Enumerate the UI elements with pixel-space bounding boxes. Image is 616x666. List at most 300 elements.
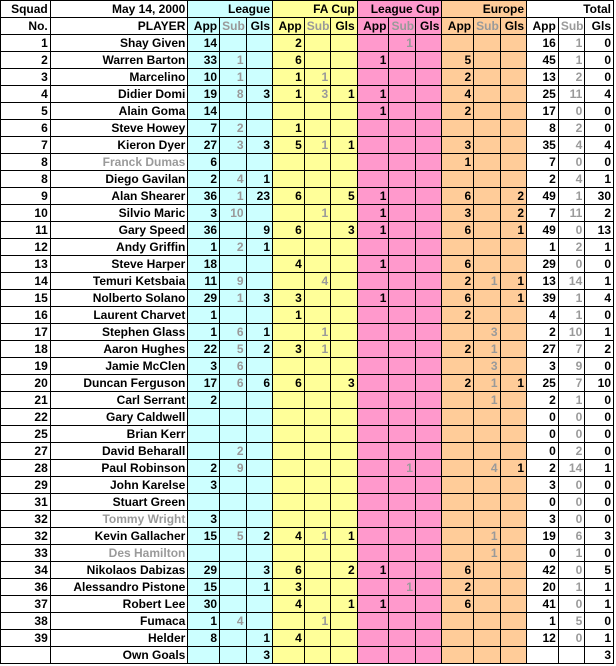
squad-number-cell: 4 — [1, 86, 51, 103]
fa-gls-cell — [331, 256, 357, 273]
eu-sub-cell — [474, 137, 500, 154]
eu-gls-cell — [500, 494, 526, 511]
fa-gls-cell — [331, 171, 357, 188]
fa-app-cell: 6 — [273, 562, 305, 579]
eu-gls-cell — [500, 545, 526, 562]
lc-gls-cell — [415, 35, 441, 52]
lc-gls-cell — [415, 120, 441, 137]
total-app-cell: 8 — [527, 120, 559, 137]
fa-app-cell — [273, 205, 305, 222]
fa-app-cell: 1 — [273, 120, 305, 137]
lc-gls-cell — [415, 647, 441, 664]
player-name-cell: Paul Robinson — [50, 460, 188, 477]
league-app-cell — [188, 443, 220, 460]
league-gls-cell: 1 — [246, 630, 272, 647]
lc-gls-cell — [415, 188, 441, 205]
league-sub-cell — [220, 647, 246, 664]
fa-app-cell — [273, 171, 305, 188]
total-app-cell: 7 — [527, 205, 559, 222]
league-sub-cell: 2 — [220, 239, 246, 256]
eu-gls-cell — [500, 579, 526, 596]
league-sub-cell: 5 — [220, 341, 246, 358]
squad-number-cell: 39 — [1, 630, 51, 647]
league-sub-cell — [220, 630, 246, 647]
eu-app-cell — [442, 443, 474, 460]
player-name-cell: Steve Harper — [50, 256, 188, 273]
squad-number-cell: 10 — [1, 205, 51, 222]
eu-sub-cell — [474, 188, 500, 205]
fa-sub-cell: 4 — [304, 273, 330, 290]
fa-app-cell — [273, 154, 305, 171]
lc-sub-cell — [389, 120, 415, 137]
fa-gls-cell — [331, 69, 357, 86]
lc-app-cell: 1 — [357, 256, 389, 273]
table-row — [1, 528, 614, 545]
lc-gls-cell — [415, 613, 441, 630]
header-row-columns — [1, 18, 614, 35]
eu-app-cell — [442, 358, 474, 375]
lc-sub-cell: 1 — [389, 35, 415, 52]
total-app-header: App — [527, 18, 559, 35]
player-name-cell: Jamie McClen — [50, 358, 188, 375]
player-name-cell: John Karelse — [50, 477, 188, 494]
lc-sub-header: Sub — [389, 18, 415, 35]
eu-app-cell: 3 — [442, 137, 474, 154]
lc-sub-cell — [389, 494, 415, 511]
table-row — [1, 324, 614, 341]
fa-app-cell: 1 — [273, 69, 305, 86]
fa-sub-cell — [304, 426, 330, 443]
fa-sub-cell — [304, 171, 330, 188]
league-sub-cell — [220, 596, 246, 613]
total-app-cell: 41 — [527, 596, 559, 613]
fa-gls-cell — [331, 290, 357, 307]
player-name-cell: Kevin Gallacher — [50, 528, 188, 545]
league-app-cell: 3 — [188, 205, 220, 222]
fa-gls-cell: 1 — [331, 596, 357, 613]
eu-app-cell: 6 — [442, 256, 474, 273]
fa-sub-cell: 1 — [304, 528, 330, 545]
player-name-cell: Temuri Ketsbaia — [50, 273, 188, 290]
league-app-cell — [188, 494, 220, 511]
league-sub-cell: 1 — [220, 290, 246, 307]
fa-sub-cell — [304, 545, 330, 562]
eu-sub-cell: 1 — [474, 273, 500, 290]
league-app-cell: 36 — [188, 222, 220, 239]
fa-gls-cell — [331, 494, 357, 511]
total-app-cell: 0 — [527, 545, 559, 562]
fa-app-cell: 5 — [273, 137, 305, 154]
total-app-cell: 3 — [527, 477, 559, 494]
eu-sub-cell: 3 — [474, 324, 500, 341]
fa-app-cell — [273, 358, 305, 375]
lc-gls-cell — [415, 460, 441, 477]
fa-gls-cell: 1 — [331, 137, 357, 154]
fa-sub-cell: 1 — [304, 341, 330, 358]
eu-app-cell — [442, 494, 474, 511]
league-app-cell: 3 — [188, 358, 220, 375]
fa-gls-cell — [331, 341, 357, 358]
total-app-cell: 2 — [527, 460, 559, 477]
league-gls-cell — [246, 460, 272, 477]
fa-sub-cell: 3 — [304, 86, 330, 103]
squad-number-cell: 12 — [1, 239, 51, 256]
league-sub-cell — [220, 392, 246, 409]
eu-gls-cell: 2 — [500, 205, 526, 222]
table-row — [1, 239, 614, 256]
lc-app-cell: 1 — [357, 52, 389, 69]
squad-number-cell: 7 — [1, 137, 51, 154]
total-sub-cell: 14 — [558, 273, 584, 290]
league-gls-cell: 1 — [246, 171, 272, 188]
league-gls-cell: 1 — [246, 239, 272, 256]
fa-gls-cell — [331, 392, 357, 409]
player-name-cell: Nikolaos Dabizas — [50, 562, 188, 579]
fa-gls-cell — [331, 460, 357, 477]
league-app-cell: 29 — [188, 290, 220, 307]
lc-app-cell: 1 — [357, 562, 389, 579]
fa-sub-cell: 1 — [304, 205, 330, 222]
eu-app-cell: 2 — [442, 273, 474, 290]
fa-app-cell: 6 — [273, 188, 305, 205]
total-sub-cell: 0 — [558, 426, 584, 443]
table-row — [1, 494, 614, 511]
eu-sub-cell — [474, 103, 500, 120]
lc-sub-cell — [389, 562, 415, 579]
fa-app-cell: 1 — [273, 86, 305, 103]
squad-number-cell: 29 — [1, 477, 51, 494]
lc-sub-cell — [389, 290, 415, 307]
lc-app-cell — [357, 392, 389, 409]
total-sub-cell: 0 — [558, 222, 584, 239]
eu-gls-header: Gls — [500, 18, 526, 35]
total-app-cell: 12 — [527, 630, 559, 647]
lc-gls-header: Gls — [415, 18, 441, 35]
fa-gls-cell — [331, 103, 357, 120]
squad-number-cell: 17 — [1, 324, 51, 341]
squad-number-cell: 37 — [1, 596, 51, 613]
fa-sub-cell — [304, 375, 330, 392]
lc-sub-cell — [389, 647, 415, 664]
lc-sub-cell — [389, 426, 415, 443]
eu-sub-cell: 1 — [474, 375, 500, 392]
league-sub-cell: 10 — [220, 205, 246, 222]
squad-number-cell: 31 — [1, 494, 51, 511]
eu-sub-header: Sub — [474, 18, 500, 35]
fa-app-cell: 4 — [273, 630, 305, 647]
player-name-cell: Andy Griffin — [50, 239, 188, 256]
eu-app-cell — [442, 613, 474, 630]
lc-gls-cell — [415, 358, 441, 375]
table-row — [1, 171, 614, 188]
league-gls-cell — [246, 256, 272, 273]
total-gls-cell: 0 — [585, 154, 614, 171]
player-name-cell: Own Goals — [50, 647, 188, 664]
league-gls-cell: 6 — [246, 375, 272, 392]
lc-gls-cell — [415, 630, 441, 647]
total-gls-cell: 0 — [585, 494, 614, 511]
lc-app-cell — [357, 647, 389, 664]
squad-number-cell: 1 — [1, 35, 51, 52]
total-gls-cell: 4 — [585, 137, 614, 154]
player-name-cell: Gary Speed — [50, 222, 188, 239]
eu-sub-cell — [474, 239, 500, 256]
table-row — [1, 647, 614, 664]
fa-app-cell — [273, 239, 305, 256]
league-gls-cell: 3 — [246, 137, 272, 154]
total-sub-cell: 2 — [558, 120, 584, 137]
league-sub-cell — [220, 511, 246, 528]
player-name-cell: Didier Domi — [50, 86, 188, 103]
eu-app-cell — [442, 528, 474, 545]
squad-number-cell: 5 — [1, 103, 51, 120]
fa-app-cell: 3 — [273, 290, 305, 307]
league-app-cell: 27 — [188, 137, 220, 154]
league-app-cell — [188, 647, 220, 664]
league-gls-cell — [246, 307, 272, 324]
total-app-cell: 0 — [527, 494, 559, 511]
table-row — [1, 154, 614, 171]
eu-sub-cell — [474, 290, 500, 307]
league-app-cell: 36 — [188, 188, 220, 205]
league-gls-cell — [246, 52, 272, 69]
eu-sub-cell — [474, 477, 500, 494]
league-app-cell: 30 — [188, 596, 220, 613]
eu-sub-cell — [474, 613, 500, 630]
lc-app-cell — [357, 494, 389, 511]
fa-app-cell — [273, 409, 305, 426]
fa-gls-cell — [331, 120, 357, 137]
eu-gls-cell — [500, 596, 526, 613]
eu-gls-cell — [500, 324, 526, 341]
total-gls-cell: 0 — [585, 511, 614, 528]
eu-gls-cell — [500, 103, 526, 120]
eu-app-cell: 4 — [442, 86, 474, 103]
squad-number-cell: 33 — [1, 545, 51, 562]
league-gls-cell — [246, 154, 272, 171]
table-row — [1, 460, 614, 477]
eu-sub-cell — [474, 205, 500, 222]
fa-app-cell — [273, 494, 305, 511]
total-sub-cell: 1 — [558, 290, 584, 307]
league-app-cell: 8 — [188, 630, 220, 647]
table-row — [1, 52, 614, 69]
total-app-cell: 49 — [527, 188, 559, 205]
total-gls-cell: 1 — [585, 596, 614, 613]
eu-app-cell: 6 — [442, 290, 474, 307]
fa-sub-cell: 1 — [304, 137, 330, 154]
fa-app-cell: 4 — [273, 528, 305, 545]
table-row — [1, 137, 614, 154]
league-group-header: League — [188, 1, 273, 18]
total-sub-cell: 1 — [558, 188, 584, 205]
table-row — [1, 613, 614, 630]
league-sub-cell — [220, 154, 246, 171]
total-app-cell: 39 — [527, 290, 559, 307]
lc-sub-cell — [389, 613, 415, 630]
eu-app-cell — [442, 647, 474, 664]
fa-app-cell: 6 — [273, 222, 305, 239]
eu-sub-cell — [474, 494, 500, 511]
europe-group-header: Europe — [442, 1, 527, 18]
player-name-cell: Laurent Charvet — [50, 307, 188, 324]
league-app-cell: 15 — [188, 528, 220, 545]
total-gls-cell: 30 — [585, 188, 614, 205]
eu-gls-cell — [500, 52, 526, 69]
squad-number-cell: 13 — [1, 256, 51, 273]
table-header — [1, 1, 614, 35]
fa-app-cell — [273, 545, 305, 562]
league-app-cell: 2 — [188, 460, 220, 477]
league-gls-cell: 3 — [246, 290, 272, 307]
fa-cup-group-header: FA Cup — [273, 1, 358, 18]
lc-gls-cell — [415, 477, 441, 494]
fa-gls-cell: 3 — [331, 375, 357, 392]
league-gls-cell — [246, 494, 272, 511]
eu-sub-cell: 4 — [474, 460, 500, 477]
league-app-cell: 7 — [188, 120, 220, 137]
lc-gls-cell — [415, 528, 441, 545]
fa-app-cell: 4 — [273, 596, 305, 613]
league-app-cell: 3 — [188, 477, 220, 494]
squad-number-cell: 11 — [1, 222, 51, 239]
player-header: PLAYER — [50, 18, 188, 35]
fa-app-cell: 2 — [273, 35, 305, 52]
table-row — [1, 630, 614, 647]
table-row — [1, 358, 614, 375]
eu-app-cell — [442, 239, 474, 256]
squad-number-cell: 19 — [1, 358, 51, 375]
eu-gls-cell — [500, 392, 526, 409]
league-sub-cell: 1 — [220, 52, 246, 69]
eu-sub-cell — [474, 35, 500, 52]
total-gls-cell: 0 — [585, 477, 614, 494]
lc-app-cell — [357, 171, 389, 188]
league-sub-cell — [220, 35, 246, 52]
fa-gls-cell — [331, 205, 357, 222]
lc-sub-cell — [389, 222, 415, 239]
league-app-cell: 1 — [188, 307, 220, 324]
league-cup-group-header: League Cup — [357, 1, 442, 18]
fa-app-cell — [273, 613, 305, 630]
fa-gls-cell — [331, 273, 357, 290]
eu-sub-cell — [474, 222, 500, 239]
fa-gls-cell: 5 — [331, 188, 357, 205]
eu-gls-cell: 1 — [500, 273, 526, 290]
table-row — [1, 562, 614, 579]
lc-app-cell — [357, 307, 389, 324]
lc-sub-cell — [389, 86, 415, 103]
total-sub-cell: 1 — [558, 392, 584, 409]
league-gls-cell — [246, 103, 272, 120]
total-gls-cell: 10 — [585, 375, 614, 392]
table-row — [1, 69, 614, 86]
league-gls-cell — [246, 426, 272, 443]
total-gls-cell: 1 — [585, 324, 614, 341]
total-sub-cell: 0 — [558, 596, 584, 613]
eu-app-cell — [442, 324, 474, 341]
fa-gls-cell — [331, 579, 357, 596]
fa-gls-cell — [331, 647, 357, 664]
squad-number-cell: 20 — [1, 375, 51, 392]
fa-gls-cell — [331, 307, 357, 324]
eu-app-cell — [442, 120, 474, 137]
lc-app-cell — [357, 528, 389, 545]
total-app-cell: 0 — [527, 409, 559, 426]
lc-sub-cell — [389, 375, 415, 392]
eu-app-cell: 6 — [442, 188, 474, 205]
fa-sub-cell — [304, 630, 330, 647]
eu-sub-cell — [474, 562, 500, 579]
total-app-cell: 16 — [527, 35, 559, 52]
eu-app-cell: 2 — [442, 69, 474, 86]
fa-gls-cell — [331, 426, 357, 443]
squad-number-cell: 21 — [1, 392, 51, 409]
lc-sub-cell — [389, 103, 415, 120]
squad-header: Squad — [1, 1, 51, 18]
eu-sub-cell — [474, 426, 500, 443]
eu-app-header: App — [442, 18, 474, 35]
fa-app-cell: 6 — [273, 52, 305, 69]
eu-gls-cell — [500, 35, 526, 52]
league-sub-cell: 5 — [220, 528, 246, 545]
lc-gls-cell — [415, 392, 441, 409]
total-app-cell: 2 — [527, 392, 559, 409]
table-row — [1, 426, 614, 443]
fa-sub-cell — [304, 596, 330, 613]
fa-app-cell — [273, 647, 305, 664]
player-name-cell: Gary Caldwell — [50, 409, 188, 426]
lc-sub-cell — [389, 545, 415, 562]
table-row — [1, 341, 614, 358]
player-name-cell: Silvio Maric — [50, 205, 188, 222]
lc-app-cell — [357, 324, 389, 341]
eu-gls-cell — [500, 409, 526, 426]
table-row — [1, 273, 614, 290]
player-name-cell: Helder — [50, 630, 188, 647]
squad-number-cell: 28 — [1, 460, 51, 477]
league-app-cell: 18 — [188, 256, 220, 273]
eu-sub-cell: 1 — [474, 545, 500, 562]
total-app-cell: 0 — [527, 443, 559, 460]
fa-app-cell — [273, 460, 305, 477]
lc-sub-cell — [389, 409, 415, 426]
total-gls-cell: 0 — [585, 52, 614, 69]
eu-app-cell: 3 — [442, 205, 474, 222]
league-gls-cell — [246, 205, 272, 222]
total-sub-cell: 0 — [558, 256, 584, 273]
league-sub-cell — [220, 494, 246, 511]
lc-app-cell — [357, 358, 389, 375]
eu-app-cell: 2 — [442, 375, 474, 392]
eu-gls-cell — [500, 562, 526, 579]
lc-app-cell — [357, 137, 389, 154]
fa-sub-cell — [304, 290, 330, 307]
league-app-cell: 19 — [188, 86, 220, 103]
lc-gls-cell — [415, 69, 441, 86]
fa-gls-cell — [331, 545, 357, 562]
fa-app-cell: 4 — [273, 256, 305, 273]
eu-sub-cell: 1 — [474, 392, 500, 409]
fa-app-cell — [273, 477, 305, 494]
squad-number-cell: 2 — [1, 52, 51, 69]
table-row — [1, 188, 614, 205]
total-gls-cell: 4 — [585, 86, 614, 103]
league-sub-cell — [220, 545, 246, 562]
total-app-cell: 27 — [527, 341, 559, 358]
league-app-cell: 1 — [188, 613, 220, 630]
total-gls-cell: 0 — [585, 69, 614, 86]
